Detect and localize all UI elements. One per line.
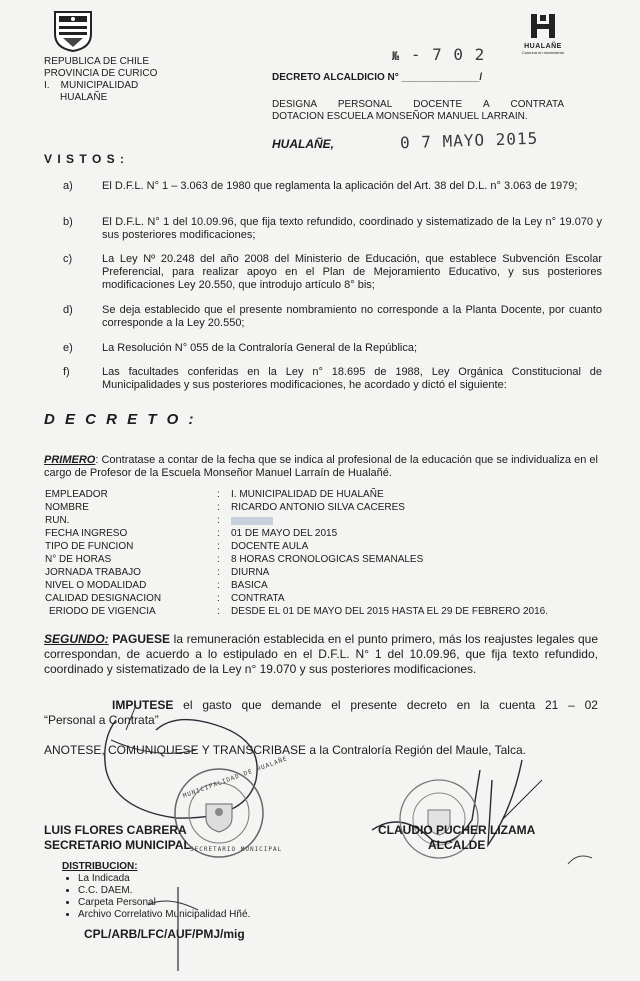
segundo-label: SEGUNDO:	[44, 632, 109, 646]
imputese-line-2: “Personal a Contrata”	[44, 713, 159, 727]
vistos-item-text: El D.F.L. N° 1 – 3.063 de 1980 que reglamenta la aplicación del Art. 38 del D.L. n° 3.063 de 1979;	[102, 180, 578, 192]
stamp-number: - 7 0 2	[410, 45, 486, 64]
table-value: 01 DE MAYO DEL 2015	[231, 528, 338, 539]
date-stamp: 0 7 MAYO 2015	[399, 128, 539, 153]
vistos-item	[63, 253, 603, 292]
header-line-commune: HUALAÑE	[60, 92, 108, 103]
vistos-item-letter: e)	[63, 342, 73, 354]
segundo-text: la remuneración establecida en el punto primero, más los reajustes legales que correspondan, de acuerdo a lo estipulado en el D.F.L. N° 1 del 10.09.96, que fija texto refundido, coordinado y sistematizado de la Ley n° 19.070 y sus posteriores modificaciones.	[44, 632, 598, 676]
table-value: DIURNA	[231, 567, 270, 578]
table-value: RICARDO ANTONIO SILVA CACERES	[231, 502, 405, 513]
table-colon: :	[217, 541, 220, 552]
table-key: N° DE HORAS	[45, 554, 112, 565]
table-row	[45, 489, 605, 501]
mayor-title: ALCALDE	[428, 838, 486, 852]
decree-blank: ______________/	[401, 72, 483, 83]
seal-text-bottom: SECRETARIO MUNICIPAL	[190, 846, 283, 853]
secretary-block	[44, 823, 191, 853]
table-row	[45, 541, 605, 553]
subject-line-1: DESIGNA PERSONAL DOCENTE A CONTRATA	[272, 99, 564, 110]
table-key: FECHA INGRESO	[45, 528, 128, 539]
vistos-item-text: La Ley Nº 20.248 del año 2008 del Ministerio de Educación, que establece Subvención Escolar Preferencial, para realizar apoyo en el Plan de Mejoramiento Educativo, y sus posteriores modificaciones Ley 20.550, que introdujo artículo 8° bis;	[102, 253, 602, 291]
vistos-item-text: El D.F.L. N° 1 del 10.09.96, que fija texto refundido, coordinado y sistematizado de la Ley n° 19.070 y sus posteriores modificaciones;	[102, 216, 602, 241]
vistos-heading: V I S T O S :	[44, 152, 126, 166]
primero-text: : Contratase a contar de la fecha que se indica al profesional de la educación que se individualiza en el cargo de Profesor de la Escuela Monseñor Manuel Larraín de Hualañé.	[44, 454, 598, 479]
list-item: • Archivo Correlativo Municipalidad Hñé.	[78, 909, 250, 921]
segundo-paragraph	[44, 632, 598, 677]
primero-label: PRIMERO	[44, 454, 96, 466]
primero-paragraph	[44, 454, 598, 480]
hualane-logo-text: HUALAÑE	[524, 43, 562, 50]
table-key: NIVEL O MODALIDAD	[45, 580, 147, 591]
header-line-municipality: I. MUNICIPALIDAD	[44, 80, 139, 91]
decree-number-stamp	[392, 45, 485, 64]
vistos-item	[63, 342, 603, 355]
table-row	[45, 554, 605, 566]
vistos-item-letter: a)	[63, 180, 73, 192]
redacted-run	[231, 517, 273, 525]
table-row	[45, 502, 605, 514]
vistos-item	[63, 216, 603, 242]
vistos-item-letter: f)	[63, 366, 70, 378]
vistos-item-text: Se deja establecido que el presente nombramiento no corresponde a la Planta Docente, por cuanto corresponde a la Ley 20.550;	[102, 304, 602, 329]
segundo-keyword: PAGUESE	[112, 632, 171, 646]
subject-line-2: DOTACION ESCUELA MONSEÑOR MANUEL LARRAIN.	[272, 111, 528, 122]
header-line-country: REPUBLICA DE CHILE	[44, 56, 150, 67]
hualane-logo-subtitle: Comuna en movimiento	[521, 50, 565, 55]
list-item: • La Indicada	[78, 873, 250, 885]
mayor-block	[378, 823, 535, 853]
list-item: • C.C. DAEM.	[78, 885, 250, 897]
stamp-prefix: №	[392, 49, 401, 63]
table-colon: :	[217, 554, 220, 565]
vistos-item-letter: b)	[63, 216, 73, 228]
table-value: DESDE EL 01 DE MAYO DEL 2015 HASTA EL 29 DE FEBRERO 2016.	[231, 606, 548, 617]
table-row	[45, 515, 605, 527]
mayor-name: CLAUDIO PUCHER LIZAMA	[378, 823, 536, 837]
anotese-line: ANOTESE, COMUNIQUESE Y TRANSCRIBASE a la Contraloría Región del Maule, Talca.	[44, 743, 526, 757]
table-colon: :	[217, 502, 220, 513]
imputese-keyword: IMPUTESE	[112, 698, 174, 712]
table-key: RUN.	[45, 515, 70, 526]
table-colon: :	[217, 489, 220, 500]
hualane-logo-icon	[528, 12, 558, 40]
table-row	[45, 528, 605, 540]
decree-subject	[272, 99, 564, 123]
table-value: CONTRATA	[231, 593, 285, 604]
vistos-item-letter: c)	[63, 253, 73, 265]
header-line-province: PROVINCIA DE CURICO	[44, 68, 158, 79]
table-value: BASICA	[231, 580, 268, 591]
secretary-name: LUIS FLORES CABRERA	[44, 823, 187, 837]
vistos-item	[63, 304, 603, 330]
table-key: NOMBRE	[45, 502, 89, 513]
vistos-item	[63, 180, 603, 206]
table-colon: :	[217, 567, 220, 578]
table-colon: :	[217, 606, 220, 617]
decree-label: DECRETO ALCALDICIO N°	[272, 72, 399, 83]
hualane-logo	[518, 12, 568, 55]
vistos-item-text: La Resolución N° 055 de la Contraloría General de la República;	[102, 342, 418, 354]
table-value: I. MUNICIPALIDAD DE HUALAÑE	[231, 489, 384, 500]
vistos-item-text: Las facultades conferidas en la Ley n° 18.695 de 1988, Ley Orgánica Constitucional de Municipalidades y sus posteriores modificaciones, he acordado y dictó el siguiente:	[102, 366, 602, 391]
table-key: JORNADA TRABAJO	[45, 567, 141, 578]
list-item: • Carpeta Personal	[78, 897, 250, 909]
header-institution	[44, 56, 194, 104]
table-key: ERIODO DE VIGENCIA	[49, 606, 156, 617]
table-colon: :	[217, 528, 220, 539]
imputese-text: el gasto que demande el presente decreto en la cuenta 21 – 02	[183, 698, 598, 712]
municipal-crest	[53, 8, 93, 52]
distribution-title: DISTRIBUCION:	[62, 861, 138, 872]
table-row	[45, 593, 605, 605]
table-row	[45, 567, 605, 579]
table-value: DOCENTE AULA	[231, 541, 309, 552]
initials-line: CPL/ARB/LFC/AUF/PMJ/mig	[84, 927, 245, 941]
table-colon: :	[217, 515, 220, 526]
vistos-item-letter: d)	[63, 304, 73, 316]
decreto-heading: D E C R E T O :	[44, 411, 197, 428]
place-label: HUALAÑE,	[272, 137, 334, 151]
table-key: TIPO DE FUNCION	[45, 541, 134, 552]
margin-mark	[566, 850, 596, 870]
decree-number-line	[272, 72, 482, 83]
table-key: CALIDAD DESIGNACION	[45, 593, 162, 604]
table-row	[45, 580, 605, 592]
table-value: 8 HORAS CRONOLOGICAS SEMANALES	[231, 554, 424, 565]
seal-text-top: MUNICIPALIDAD DE HUALAÑE	[182, 755, 289, 800]
vistos-item	[63, 366, 603, 392]
table-key: EMPLEADOR	[45, 489, 108, 500]
table-row	[45, 606, 605, 618]
distribution-signature	[138, 885, 218, 975]
secretary-title: SECRETARIO MUNICIPAL	[44, 838, 191, 852]
table-colon: :	[217, 593, 220, 604]
table-colon: :	[217, 580, 220, 591]
